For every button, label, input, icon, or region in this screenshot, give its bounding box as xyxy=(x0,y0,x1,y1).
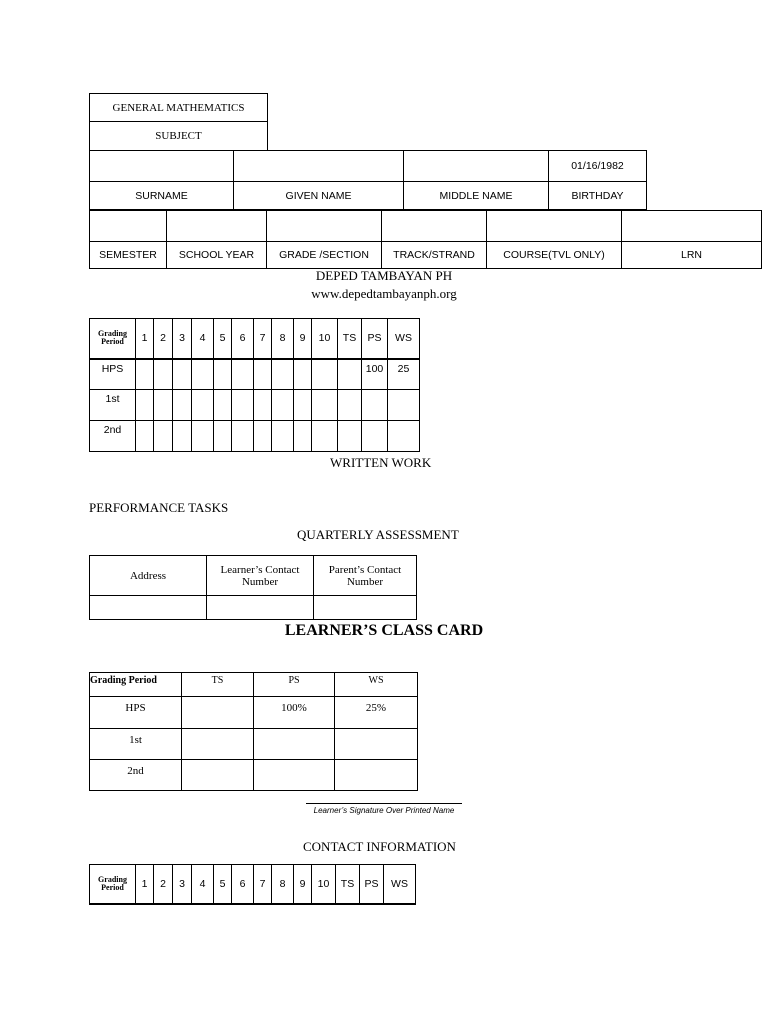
grade-section-label: GRADE /SECTION xyxy=(267,242,382,269)
written-work-heading: WRITTEN WORK xyxy=(330,455,432,470)
learner-contact-field[interactable] xyxy=(207,596,314,620)
summary-header-ts: TS xyxy=(182,673,254,697)
subject-box xyxy=(89,93,268,151)
table-row xyxy=(90,697,418,729)
summary-table xyxy=(89,672,418,791)
col-header-1: 1 xyxy=(136,319,154,359)
hps-ws-value[interactable]: 25 xyxy=(388,359,420,390)
course-field[interactable] xyxy=(487,211,622,242)
table-row xyxy=(90,729,418,760)
col-header-2: 2 xyxy=(154,319,173,359)
col2-header-3: 3 xyxy=(173,865,192,904)
subject-label: SUBJECT xyxy=(90,122,268,151)
contact-table xyxy=(89,555,417,620)
class-card-title: LEARNER’S CLASS CARD xyxy=(284,622,484,639)
summary-row-label-hps: HPS xyxy=(90,697,182,729)
row-label-1st: 1st xyxy=(90,390,136,421)
col2-header-10: 10 xyxy=(312,865,336,904)
col-header-9: 9 xyxy=(294,319,312,359)
parent-contact-header: Parent’s Contact Number xyxy=(314,556,417,596)
col-header-8: 8 xyxy=(272,319,294,359)
summary-header-grading-period: Grading Period xyxy=(90,673,182,697)
hps-ps-value[interactable]: 100 xyxy=(362,359,388,390)
row-label-2nd: 2nd xyxy=(90,421,136,452)
surname-label: SURNAME xyxy=(90,182,234,210)
row-label-hps: HPS xyxy=(90,359,136,390)
col-header-7: 7 xyxy=(254,319,272,359)
table-row xyxy=(90,760,418,791)
lrn-field[interactable] xyxy=(622,211,762,242)
grading-period-header: Grading Period xyxy=(90,319,136,359)
student-info-table xyxy=(89,150,647,210)
col-header-6: 6 xyxy=(232,319,254,359)
quarterly-assessment-heading: QUARTERLY ASSESSMENT xyxy=(297,527,459,542)
col2-header-1: 1 xyxy=(136,865,154,904)
enrollment-table xyxy=(89,210,762,269)
signature-caption: Learner’s Signature Over Printed Name xyxy=(313,806,455,815)
address-header: Address xyxy=(90,556,207,596)
table-row xyxy=(90,421,420,452)
learner-contact-header: Learner’s Contact Number xyxy=(207,556,314,596)
col-header-10: 10 xyxy=(312,319,338,359)
track-strand-label: TRACK/STRAND xyxy=(382,242,487,269)
col2-header-4: 4 xyxy=(192,865,214,904)
site-name: DEPED TAMBAYAN PH xyxy=(315,268,453,283)
col-header-3: 3 xyxy=(173,319,192,359)
col-header-ps: PS xyxy=(362,319,388,359)
col-header-5: 5 xyxy=(214,319,232,359)
lrn-label: LRN xyxy=(622,242,762,269)
summary-row-label-2nd: 2nd xyxy=(90,760,182,791)
col2-header-ps: PS xyxy=(360,865,384,904)
school-year-field[interactable] xyxy=(167,211,267,242)
given-name-label: GIVEN NAME xyxy=(234,182,404,210)
col2-header-ts: TS xyxy=(336,865,360,904)
birthday-label: BIRTHDAY xyxy=(549,182,647,210)
col2-header-5: 5 xyxy=(214,865,232,904)
col2-header-ws: WS xyxy=(384,865,416,904)
subject-name: GENERAL MATHEMATICS xyxy=(90,94,268,122)
signature-line[interactable] xyxy=(306,803,462,804)
col2-header-2: 2 xyxy=(154,865,173,904)
course-label: COURSE(TVL ONLY) xyxy=(487,242,622,269)
middle-name-label: MIDDLE NAME xyxy=(404,182,549,210)
col2-header-9: 9 xyxy=(294,865,312,904)
parent-contact-field[interactable] xyxy=(314,596,417,620)
summary-header-ws: WS xyxy=(335,673,418,697)
col2-header-7: 7 xyxy=(254,865,272,904)
col2-header-6: 6 xyxy=(232,865,254,904)
summary-header-ps: PS xyxy=(254,673,335,697)
performance-tasks-heading: PERFORMANCE TASKS xyxy=(89,500,229,515)
col-header-ts: TS xyxy=(338,319,362,359)
grade-section-field[interactable] xyxy=(267,211,382,242)
table-row xyxy=(90,390,420,421)
grading-period-header-2: Grading Period xyxy=(90,865,136,904)
track-strand-field[interactable] xyxy=(382,211,487,242)
surname-field[interactable] xyxy=(90,151,234,182)
school-year-label: SCHOOL YEAR xyxy=(167,242,267,269)
address-field[interactable] xyxy=(90,596,207,620)
given-name-field[interactable] xyxy=(234,151,404,182)
table-row xyxy=(90,359,420,390)
col-header-ws: WS xyxy=(388,319,420,359)
birthday-field[interactable]: 01/16/1982 xyxy=(549,151,647,182)
site-url[interactable]: www.depedtambayanph.org xyxy=(311,286,457,301)
summary-hps-ps[interactable]: 100% xyxy=(254,697,335,729)
grading-table-written-work xyxy=(89,318,420,452)
semester-field[interactable] xyxy=(90,211,167,242)
summary-row-label-1st: 1st xyxy=(90,729,182,760)
col-header-4: 4 xyxy=(192,319,214,359)
contact-information-heading: CONTACT INFORMATION xyxy=(303,839,456,854)
middle-name-field[interactable] xyxy=(404,151,549,182)
summary-hps-ws[interactable]: 25% xyxy=(335,697,418,729)
semester-label: SEMESTER xyxy=(90,242,167,269)
grading-table-quarterly xyxy=(89,864,416,905)
col2-header-8: 8 xyxy=(272,865,294,904)
